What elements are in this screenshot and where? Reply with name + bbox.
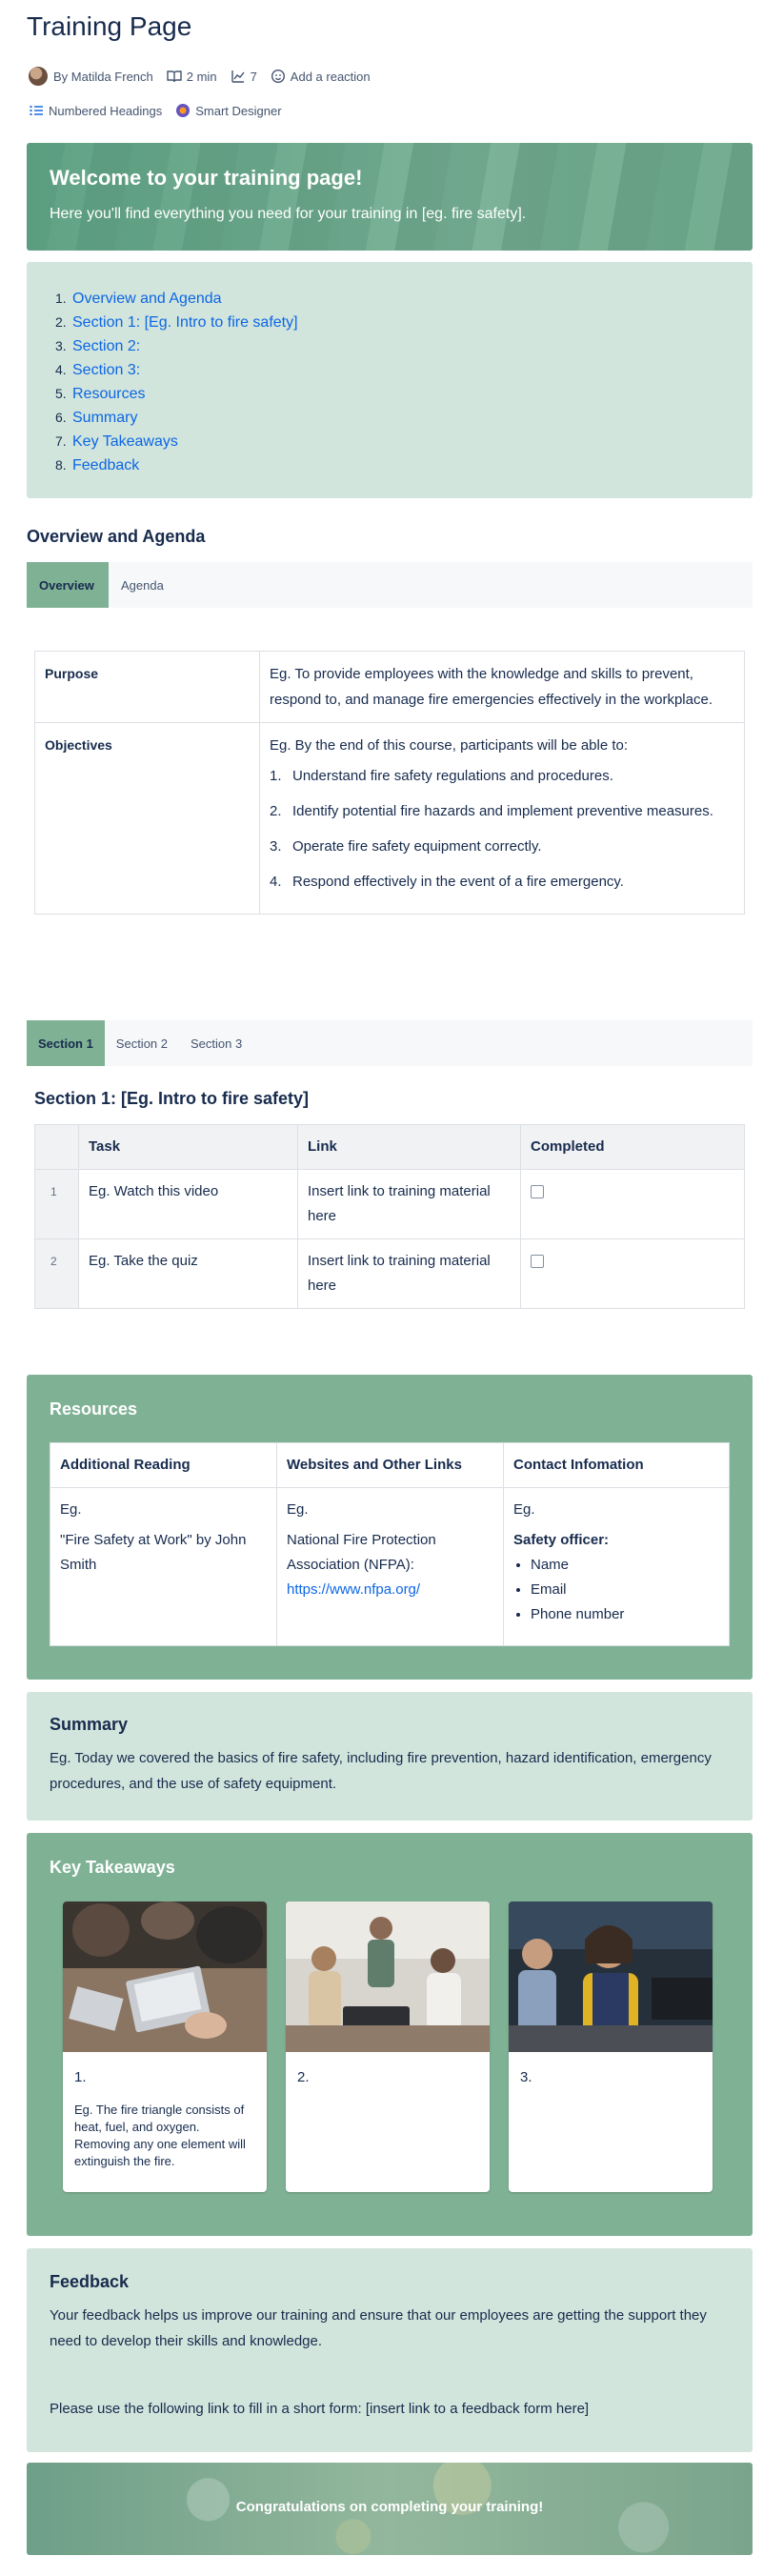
objective-text: Respond effectively in the event of a fire emergency.	[292, 874, 624, 890]
contact-cell	[504, 1488, 730, 1646]
nfpa-link[interactable]: https://www.nfpa.org/	[287, 1581, 421, 1598]
toc-link[interactable]: Resources	[72, 386, 146, 402]
toc-link[interactable]: Overview and Agenda	[72, 291, 222, 307]
smart-designer-label: Smart Designer	[195, 103, 282, 118]
resources-heading: Resources	[50, 1399, 138, 1419]
takeaways-heading: Key Takeaways	[50, 1858, 175, 1877]
overview-tabs	[27, 562, 753, 608]
objectives-list	[270, 763, 734, 895]
toc-link[interactable]: Summary	[72, 410, 138, 426]
card-number: 2.	[297, 2069, 310, 2085]
resources-panel	[27, 1375, 753, 1680]
tab-section-1[interactable]: Section 1	[27, 1020, 105, 1066]
table-row	[35, 1239, 745, 1309]
welcome-banner	[27, 143, 753, 251]
safety-officer-label: Safety officer:	[513, 1532, 610, 1548]
avatar	[29, 67, 48, 86]
row-number: 2	[35, 1239, 79, 1309]
websites-cell	[277, 1488, 504, 1646]
toc-link[interactable]: Section 1: [Eg. Intro to fire safety]	[72, 314, 298, 331]
app-row	[29, 103, 295, 118]
summary-text: Eg. Today we covered the basics of fire safety, including fire prevention, hazard identification, emergency procedures, and the use of safety equipment.	[50, 1750, 712, 1792]
team-laptops-photo	[63, 1902, 267, 2052]
toc-link[interactable]: Section 2:	[72, 338, 141, 354]
toc-number: 8.	[55, 457, 67, 473]
toc-number: 3.	[55, 338, 67, 353]
author[interactable]	[29, 67, 153, 86]
smart-designer-app[interactable]	[175, 103, 281, 118]
objective-item	[270, 763, 734, 789]
toc-link[interactable]: Key Takeaways	[72, 433, 178, 450]
objective-item	[270, 798, 734, 824]
table-of-contents	[27, 262, 753, 498]
row-number-header	[35, 1125, 79, 1170]
additional-reading-header: Additional Reading	[50, 1443, 277, 1488]
objectives-intro: Eg. By the end of this course, participants will be able to:	[270, 737, 629, 754]
numbered-headings-app[interactable]	[29, 103, 162, 118]
feedback-heading: Feedback	[50, 2272, 130, 2291]
toc-list	[55, 287, 753, 477]
table-row	[35, 1170, 745, 1239]
objective-number: 3.	[270, 838, 282, 855]
toc-number: 7.	[55, 433, 67, 449]
purpose-text: Eg. To provide employees with the knowledge and skills to prevent, respond to, and manage fire emergencies effectively in the workplace.	[260, 652, 745, 723]
reading-text: "Fire Safety at Work" by John Smith	[60, 1532, 247, 1573]
objective-number: 2.	[270, 803, 282, 819]
completed-header: Completed	[521, 1125, 745, 1170]
views-count: 7	[250, 69, 257, 84]
add-reaction-button[interactable]	[271, 69, 371, 84]
toc-item	[55, 287, 753, 311]
card-text: Eg. The fire triangle consists of heat, fuel, and oxygen. Removing any one element will extinguish the fire.	[74, 2103, 246, 2168]
takeaways-panel	[27, 1833, 753, 2236]
smart-designer-icon	[175, 103, 191, 118]
overview-heading: Overview and Agenda	[27, 527, 206, 546]
completed-checkbox[interactable]	[531, 1255, 544, 1268]
numbered-headings-label: Numbered Headings	[49, 103, 163, 118]
list-item: • Phone number	[531, 1602, 719, 1627]
link-header: Link	[298, 1125, 521, 1170]
takeaway-card	[509, 1902, 713, 2192]
summary-panel	[27, 1692, 753, 1821]
chart-icon	[231, 69, 246, 84]
toc-link[interactable]: Feedback	[72, 457, 140, 473]
book-icon	[167, 69, 182, 84]
objective-number: 1.	[270, 768, 282, 784]
tab-agenda[interactable]: Agenda	[121, 577, 164, 593]
toc-item	[55, 334, 753, 358]
toc-number: 1.	[55, 291, 67, 306]
resources-row	[50, 1488, 730, 1646]
toc-item	[55, 430, 753, 453]
objectives-row	[35, 723, 745, 915]
purpose-label: Purpose	[35, 652, 260, 723]
websites-text: National Fire Protection Association (NFPA):	[287, 1532, 436, 1573]
completed-cell	[521, 1170, 745, 1239]
views[interactable]	[231, 69, 257, 84]
toc-link[interactable]: Section 3:	[72, 362, 141, 378]
takeaway-card	[286, 1902, 490, 2192]
resources-header	[50, 1443, 730, 1488]
task-table	[34, 1124, 745, 1309]
objective-item	[270, 869, 734, 895]
section-heading: Section 1: [Eg. Intro to fire safety]	[34, 1089, 310, 1108]
reading-cell	[50, 1488, 277, 1646]
toc-item	[55, 453, 753, 477]
toc-item	[55, 358, 753, 382]
completed-cell	[521, 1239, 745, 1309]
list-item: • Email	[531, 1578, 719, 1602]
objective-text: Operate fire safety equipment correctly.	[292, 838, 542, 855]
add-reaction-label: Add a reaction	[290, 69, 371, 84]
toc-number: 6.	[55, 410, 67, 425]
websites-eg: Eg.	[287, 1501, 309, 1518]
row-number: 1	[35, 1170, 79, 1239]
task-cell: Eg. Watch this video	[79, 1170, 298, 1239]
task-table-header	[35, 1125, 745, 1170]
websites-header: Websites and Other Links	[277, 1443, 504, 1488]
toc-number: 5.	[55, 386, 67, 401]
banner-text: Here you'll find everything you need for your training in [eg. fire safety].	[50, 206, 527, 222]
card-number: 3.	[520, 2069, 532, 2085]
numbered-list-icon	[29, 103, 44, 118]
feedback-panel	[27, 2248, 753, 2452]
byline	[29, 67, 384, 86]
objective-text: Understand fire safety regulations and procedures.	[292, 768, 613, 784]
tab-section-2[interactable]: Section 2	[115, 1036, 168, 1051]
summary-heading: Summary	[50, 1715, 129, 1734]
resources-table	[50, 1442, 730, 1646]
completed-checkbox[interactable]	[531, 1185, 544, 1198]
overview-table	[34, 651, 745, 915]
task-header: Task	[79, 1125, 298, 1170]
purpose-row	[35, 652, 745, 723]
objective-item	[270, 834, 734, 859]
page-title: Training Page	[27, 11, 192, 41]
classroom-photo	[286, 1902, 490, 2052]
feedback-text: Your feedback helps us improve our training and ensure that our employees are getting the support they need to develop their skills and knowledge.	[50, 2307, 707, 2349]
office-desk-photo	[509, 1902, 713, 2052]
banner-heading: Welcome to your training page!	[50, 166, 363, 190]
link-cell: Insert link to training material here	[298, 1170, 521, 1239]
contact-list	[531, 1553, 719, 1627]
author-name: By Matilda French	[53, 69, 153, 84]
congratulations-banner	[27, 2463, 753, 2555]
list-item: • Name	[531, 1553, 719, 1578]
task-cell: Eg. Take the quiz	[79, 1239, 298, 1309]
read-time	[167, 69, 217, 84]
congratulations-text: Congratulations on completing your training!	[235, 2499, 544, 2515]
contact-eg: Eg.	[513, 1501, 535, 1518]
toc-item	[55, 382, 753, 406]
toc-number: 2.	[55, 314, 67, 330]
takeaway-card	[63, 1902, 267, 2192]
section-tabs	[27, 1020, 753, 1066]
card-number: 1.	[74, 2069, 87, 2085]
contact-header: Contact Infomation	[504, 1443, 730, 1488]
link-cell: Insert link to training material here	[298, 1239, 521, 1309]
reading-eg: Eg.	[60, 1501, 82, 1518]
objective-number: 4.	[270, 874, 282, 890]
smiley-plus-icon	[271, 69, 286, 84]
toc-item	[55, 406, 753, 430]
tab-section-3[interactable]: Section 3	[191, 1036, 243, 1051]
tab-overview[interactable]: Overview	[27, 562, 109, 608]
takeaway-cards	[63, 1902, 732, 2192]
toc-item	[55, 311, 753, 334]
read-time-label: 2 min	[186, 69, 217, 84]
toc-number: 4.	[55, 362, 67, 377]
objectives-cell	[260, 723, 745, 915]
feedback-form-text: Please use the following link to fill in a short form: [insert link to a feedback form here]	[50, 2401, 590, 2417]
objectives-label: Objectives	[35, 723, 260, 915]
objective-text: Identify potential fire hazards and implement preventive measures.	[292, 803, 713, 819]
